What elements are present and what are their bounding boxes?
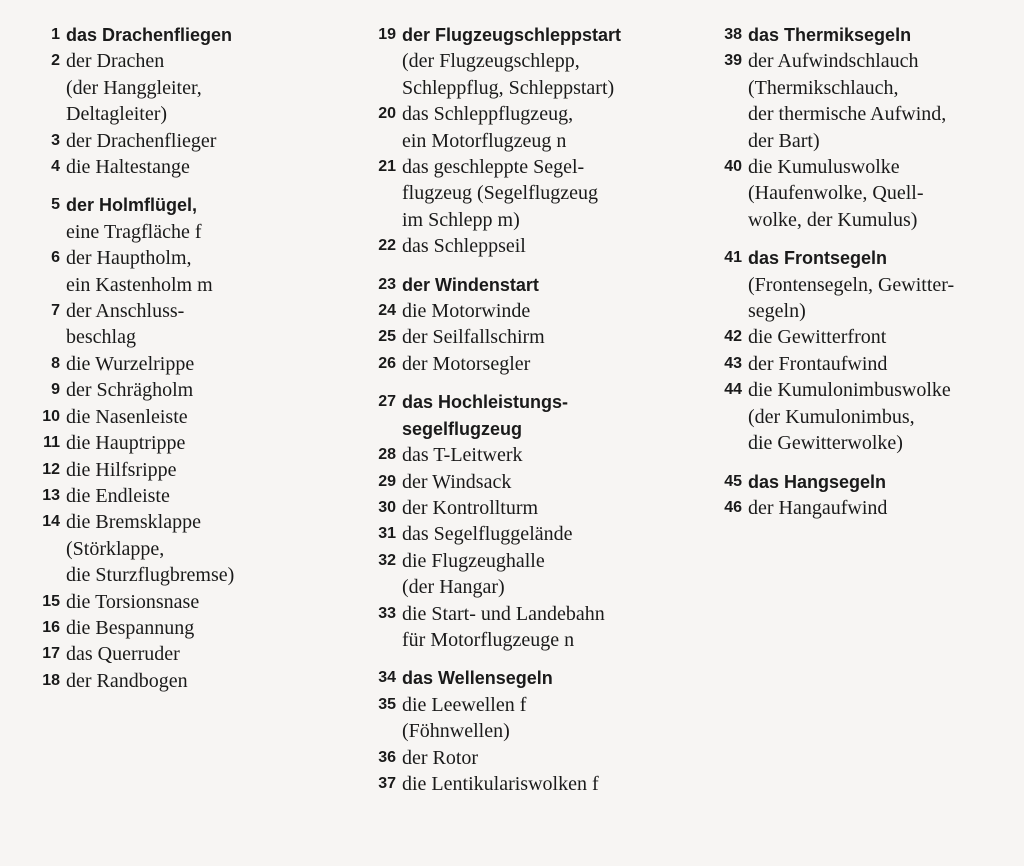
entry-number: 25 xyxy=(378,328,396,346)
entry-number: 46 xyxy=(724,498,742,516)
entry-number: 8 xyxy=(51,354,60,372)
entry-number: 31 xyxy=(378,525,396,543)
glossary-entry xyxy=(30,615,350,641)
entry-text: die Wurzelrippe xyxy=(66,352,195,375)
entry-number: 28 xyxy=(378,446,396,464)
entry-text: das geschleppte Segel- flugzeug (Segelflugzeug im Schlepp m) xyxy=(402,156,599,231)
entry-text: die Motorwinde xyxy=(402,300,531,323)
entry-text: das Schleppflugzeug, ein Motorflugzeug n xyxy=(402,103,574,152)
entry-text: der Seilfallschirm xyxy=(402,326,545,349)
glossary-entry xyxy=(30,154,350,180)
glossary-entry xyxy=(30,298,350,351)
glossary-entry xyxy=(366,351,696,377)
entry-text: der Drachen (der Hanggleiter, Deltagleiter) xyxy=(66,50,202,126)
glossary-entry xyxy=(30,48,350,127)
entry-text: der Randbogen xyxy=(66,669,188,692)
glossary-entry xyxy=(30,404,350,430)
entry-number: 9 xyxy=(51,381,60,399)
glossary-entry xyxy=(30,245,350,298)
entry-number: 26 xyxy=(378,354,396,372)
glossary-entry xyxy=(366,298,696,324)
entry-number: 38 xyxy=(724,26,742,43)
entry-number: 16 xyxy=(42,618,60,636)
entry-text: die Endleiste xyxy=(66,484,170,507)
entry-number: 3 xyxy=(51,131,60,149)
entry-number: 41 xyxy=(724,249,742,267)
entry-text: die Nasenleiste xyxy=(66,405,188,428)
entry-text: der Aufwindschlauch (Thermikschlauch, der thermische Aufwind, der Bart) xyxy=(748,50,947,152)
entry-number: 11 xyxy=(43,434,60,452)
entry-text: der Rotor xyxy=(402,746,479,769)
entry-number: 19 xyxy=(378,26,396,43)
entry-number: 22 xyxy=(378,237,396,255)
entry-number: 4 xyxy=(51,158,60,176)
glossary-heading xyxy=(366,389,696,442)
entry-text: der Motorsegler xyxy=(402,352,531,375)
glossary-entry xyxy=(366,233,696,259)
entry-text: der Windenstart xyxy=(402,274,539,295)
glossary-entry xyxy=(30,509,350,588)
entry-number: 40 xyxy=(724,158,742,176)
glossary-entry xyxy=(366,442,696,468)
glossary-entry xyxy=(30,377,350,403)
entry-text: der Windsack xyxy=(402,470,512,493)
glossary-heading xyxy=(712,469,1017,495)
glossary-entry xyxy=(30,351,350,377)
entry-text: die Leewellen f (Föhnwellen) xyxy=(402,693,527,743)
entry-text: die Bremsklappe (Störklappe, die Sturzflugbremse) xyxy=(66,511,235,587)
entry-number: 5 xyxy=(51,196,60,214)
glossary-entry xyxy=(366,692,696,745)
column-1 xyxy=(30,22,350,694)
entry-text: der Kontrollturm xyxy=(402,496,539,519)
entry-number: 1 xyxy=(51,26,60,43)
glossary-heading xyxy=(712,22,1017,48)
entry-text: die Bespannung xyxy=(66,616,195,639)
entry-text: der Anschluss- beschlag xyxy=(66,300,185,349)
entry-number: 7 xyxy=(51,302,60,320)
glossary-heading xyxy=(366,665,696,691)
entry-text: der Drachenflieger xyxy=(66,129,217,152)
glossary-entry xyxy=(30,457,350,483)
entry-number: 33 xyxy=(378,604,396,622)
entry-text: der Holmflügel, xyxy=(66,195,198,216)
entry-text: das Frontsegeln xyxy=(748,248,888,269)
entry-text: (der Flugzeugschlepp, Schleppflug, Schleppstart) xyxy=(402,50,615,99)
glossary-heading xyxy=(366,22,696,48)
column-2 xyxy=(366,22,696,797)
glossary-entry xyxy=(366,324,696,350)
glossary-entry xyxy=(712,154,1017,233)
entry-text: (Frontensegeln, Gewitter- segeln) xyxy=(748,273,955,323)
glossary-entry xyxy=(30,483,350,509)
entry-number: 13 xyxy=(42,486,60,504)
glossary-entry xyxy=(30,668,350,694)
entry-number: 32 xyxy=(378,551,396,569)
glossary-heading xyxy=(30,22,350,48)
entry-number: 45 xyxy=(724,472,742,490)
glossary-entry xyxy=(712,495,1017,521)
entry-number: 15 xyxy=(42,592,60,610)
glossary-entry xyxy=(366,601,696,654)
entry-number: 10 xyxy=(42,407,60,425)
entry-text: die Haltestange xyxy=(66,156,190,179)
entry-text: der Flugzeugschleppstart xyxy=(402,25,622,45)
entry-number: 18 xyxy=(42,671,60,689)
entry-text: die Torsionsnase xyxy=(66,590,200,613)
entry-number: 21 xyxy=(378,158,396,176)
entry-text: der Schrägholm xyxy=(66,379,194,402)
entry-number: 14 xyxy=(42,513,60,531)
glossary-entry xyxy=(30,641,350,667)
glossary-entry xyxy=(712,351,1017,377)
entry-text: die Gewitterfront xyxy=(748,326,887,349)
entry-text: die Hilfsrippe xyxy=(66,458,177,481)
entry-number: 36 xyxy=(378,748,396,766)
entry-text: das Thermiksegeln xyxy=(748,25,912,45)
glossary-heading xyxy=(30,192,350,218)
entry-number: 37 xyxy=(378,774,396,792)
entry-number: 24 xyxy=(378,302,396,320)
entry-number: 44 xyxy=(724,381,742,399)
entry-text: eine Tragfläche f xyxy=(66,220,202,243)
glossary-entry xyxy=(30,219,350,245)
glossary-entry xyxy=(712,48,1017,154)
glossary-entry xyxy=(366,771,696,797)
entry-number: 29 xyxy=(378,472,396,490)
glossary-entry xyxy=(712,377,1017,456)
glossary-entry xyxy=(366,154,696,233)
entry-text: das Hochleistungs- segelflugzeug xyxy=(402,392,569,439)
entry-number: 20 xyxy=(378,105,396,123)
glossary-heading xyxy=(712,245,1017,271)
glossary-heading xyxy=(366,272,696,298)
glossary-entry xyxy=(30,128,350,154)
entry-text: die Hauptrippe xyxy=(66,432,186,455)
entry-text: die Kumuluswolke (Haufenwolke, Quell- wolke, der Kumulus) xyxy=(748,156,924,231)
entry-number: 42 xyxy=(724,328,742,346)
entry-text: das Schleppseil xyxy=(402,235,526,258)
entry-text: die Kumulonimbuswolke (der Kumulonimbus, die Gewitterwolke) xyxy=(748,379,951,455)
glossary-entry xyxy=(366,48,696,101)
entry-text: das Querruder xyxy=(66,643,180,666)
entry-text: das Segelfluggelände xyxy=(402,523,573,546)
entry-number: 35 xyxy=(378,695,396,713)
entry-number: 23 xyxy=(378,275,396,293)
glossary-entry xyxy=(366,745,696,771)
entry-text: der Frontaufwind xyxy=(748,352,888,375)
entry-text: das Drachenfliegen xyxy=(66,25,233,45)
glossary-entry xyxy=(366,495,696,521)
entry-number: 6 xyxy=(51,249,60,267)
glossary-entry xyxy=(30,430,350,456)
entry-text: die Start- und Landebahn für Motorflugzeuge n xyxy=(402,602,605,651)
glossary-entry xyxy=(712,272,1017,325)
entry-text: die Flugzeughalle (der Hangar) xyxy=(402,549,545,599)
glossary-entry xyxy=(712,324,1017,350)
entry-text: das T-Leitwerk xyxy=(402,444,523,467)
entry-number: 43 xyxy=(724,354,742,372)
glossary-entry xyxy=(366,101,696,154)
entry-text: das Hangsegeln xyxy=(748,471,887,492)
entry-number: 17 xyxy=(42,645,60,663)
glossary-entry xyxy=(366,469,696,495)
entry-number: 34 xyxy=(378,669,396,687)
entry-text: das Wellensegeln xyxy=(402,668,553,689)
column-3 xyxy=(712,22,1017,521)
entry-text: der Hangaufwind xyxy=(748,496,888,519)
entry-number: 2 xyxy=(51,52,60,70)
glossary-entry xyxy=(366,521,696,547)
glossary-entry xyxy=(30,589,350,615)
glossary-entry xyxy=(366,548,696,601)
entry-text: der Hauptholm, ein Kastenholm m xyxy=(66,247,213,296)
entry-text: die Lentikulariswolken f xyxy=(402,772,599,795)
entry-number: 39 xyxy=(724,52,742,70)
entry-number: 12 xyxy=(42,460,60,478)
entry-number: 30 xyxy=(378,498,396,516)
entry-number: 27 xyxy=(378,393,396,411)
